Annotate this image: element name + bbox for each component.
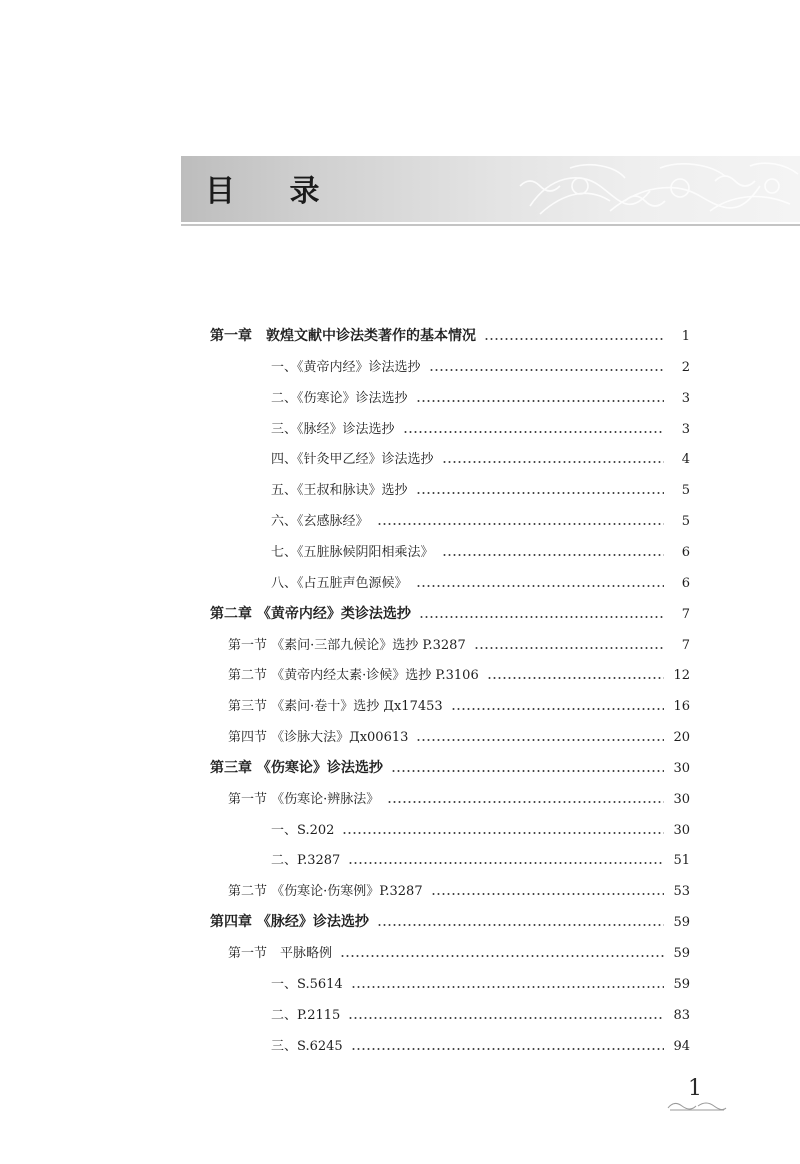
toc-entry-page: 5 — [681, 483, 690, 498]
toc-entry-page: 59 — [673, 915, 690, 930]
toc-entry-label: 七、《五脏脉候阴阳相乘法》 — [271, 545, 434, 560]
toc-entry-label: 第三章 《伤寒论》诊法选抄 — [210, 760, 383, 776]
toc-entry-page: 30 — [673, 823, 690, 838]
toc-entry-label: 三、《脉经》诊法选抄 — [271, 422, 395, 437]
toc-section-entry[interactable] — [228, 695, 690, 719]
dot-leader — [342, 832, 664, 834]
toc-subsection-entry[interactable] — [271, 510, 690, 534]
dragon-cloud-ornament — [510, 156, 800, 222]
toc-entry-page: 30 — [673, 792, 690, 807]
dot-leader — [416, 585, 664, 587]
toc-entry-page: 3 — [681, 391, 690, 406]
toc-entry-label: 四、《针灸甲乙经》诊法选抄 — [271, 452, 434, 467]
toc-entry-label: 八、《占五脏声色源候》 — [271, 576, 408, 591]
toc-entry-page: 30 — [673, 761, 690, 776]
dot-leader — [348, 1017, 664, 1019]
toc-entry-label: 二、P.3287 — [271, 853, 341, 868]
toc-subsection-entry[interactable] — [271, 819, 690, 843]
dot-leader — [429, 369, 664, 371]
toc-entry-page: 59 — [673, 977, 690, 992]
toc-entry-page: 6 — [681, 576, 690, 591]
dot-leader — [340, 955, 664, 957]
toc-section-entry[interactable] — [228, 880, 690, 904]
toc-entry-page: 16 — [673, 699, 690, 714]
dot-leader — [431, 893, 664, 895]
toc-entry-label: 二、《伤寒论》诊法选抄 — [271, 391, 408, 406]
toc-entry-label: 第一章 敦煌文献中诊法类著作的基本情况 — [210, 328, 476, 344]
toc-section-entry[interactable] — [228, 788, 690, 812]
toc-section-entry[interactable] — [228, 726, 690, 750]
page-title: 目 录 — [205, 174, 342, 209]
dot-leader — [351, 1048, 664, 1050]
toc-entry-label: 第一节 《素问·三部九候论》选抄 P.3287 — [228, 638, 466, 653]
title-band — [181, 156, 800, 222]
dot-leader — [451, 708, 664, 710]
toc-subsection-entry[interactable] — [271, 572, 690, 596]
toc-subsection-entry[interactable] — [271, 973, 690, 997]
dot-leader — [487, 677, 664, 679]
toc-chapter-entry[interactable] — [210, 911, 690, 935]
toc-entry-label: 二、P.2115 — [271, 1008, 341, 1023]
toc-entry-page: 1 — [681, 329, 690, 344]
toc-entry-label: 六、《玄感脉经》 — [271, 514, 369, 529]
toc-entry-label: 五、《王叔和脉诀》选抄 — [271, 483, 408, 498]
dot-leader — [416, 400, 664, 402]
toc-entry-label: 三、S.6245 — [271, 1039, 343, 1054]
toc-subsection-entry[interactable] — [271, 387, 690, 411]
dot-leader — [387, 801, 664, 803]
toc-entry-label: 第三节 《素问·卷十》选抄 Дx17453 — [228, 699, 443, 714]
page-number: 1 — [688, 1076, 702, 1101]
toc-subsection-entry[interactable] — [271, 418, 690, 442]
toc-section-entry[interactable] — [228, 634, 690, 658]
toc-subsection-entry[interactable] — [271, 356, 690, 380]
toc-chapter-entry[interactable] — [210, 325, 690, 349]
toc-entry-label: 第一节 平脉略例 — [228, 946, 333, 961]
toc-entry-page: 7 — [681, 607, 690, 622]
dot-leader — [442, 461, 664, 463]
toc-entry-label: 第二节 《伤寒论·伤寒例》P.3287 — [228, 884, 423, 899]
toc-entry-label: 第四章 《脉经》诊法选抄 — [210, 914, 369, 930]
toc-entry-page: 12 — [673, 668, 690, 683]
dot-leader — [474, 647, 664, 649]
dot-leader — [416, 492, 664, 494]
toc-entry-label: 第四节 《诊脉大法》Дx00613 — [228, 730, 409, 745]
toc-entry-page: 51 — [673, 853, 690, 868]
dot-leader — [391, 770, 664, 772]
dot-leader — [351, 986, 664, 988]
toc-entry-page: 7 — [681, 638, 690, 653]
toc-subsection-entry[interactable] — [271, 541, 690, 565]
dot-leader — [377, 523, 664, 525]
toc-section-entry[interactable] — [228, 664, 690, 688]
toc-entry-page: 3 — [681, 422, 690, 437]
toc-entry-page: 83 — [673, 1008, 690, 1023]
toc-entry-page: 6 — [681, 545, 690, 560]
toc-chapter-entry[interactable] — [210, 757, 690, 781]
dot-leader — [442, 554, 664, 556]
page-flourish-ornament — [666, 1098, 728, 1112]
toc-entry-page: 4 — [681, 452, 690, 467]
toc-entry-page: 2 — [681, 360, 690, 375]
title-divider — [181, 224, 800, 226]
toc-subsection-entry[interactable] — [271, 448, 690, 472]
toc-entry-label: 一、S.5614 — [271, 977, 343, 992]
toc-entry-page: 20 — [673, 730, 690, 745]
toc-entry-page: 94 — [673, 1039, 690, 1054]
dot-leader — [403, 431, 664, 433]
toc-entry-page: 5 — [681, 514, 690, 529]
dot-leader — [416, 739, 664, 741]
dot-leader — [348, 862, 664, 864]
toc-entry-label: 第二节 《黄帝内经太素·诊候》选抄 P.3106 — [228, 668, 479, 683]
toc-subsection-entry[interactable] — [271, 849, 690, 873]
toc-entry-label: 一、S.202 — [271, 823, 335, 838]
toc-entry-page: 53 — [673, 884, 690, 899]
toc-entry-label: 一、《黄帝内经》诊法选抄 — [271, 360, 421, 375]
toc-entry-page: 59 — [673, 946, 690, 961]
toc-entry-label: 第一节 《伤寒论·辨脉法》 — [228, 792, 380, 807]
toc-subsection-entry[interactable] — [271, 1035, 690, 1059]
dot-leader — [484, 338, 664, 340]
toc-entry-label: 第二章 《黄帝内经》类诊法选抄 — [210, 606, 411, 622]
toc-chapter-entry[interactable] — [210, 603, 690, 627]
dot-leader — [377, 924, 664, 926]
toc-subsection-entry[interactable] — [271, 479, 690, 503]
toc-section-entry[interactable] — [228, 942, 690, 966]
dot-leader — [419, 616, 664, 618]
toc-subsection-entry[interactable] — [271, 1004, 690, 1028]
